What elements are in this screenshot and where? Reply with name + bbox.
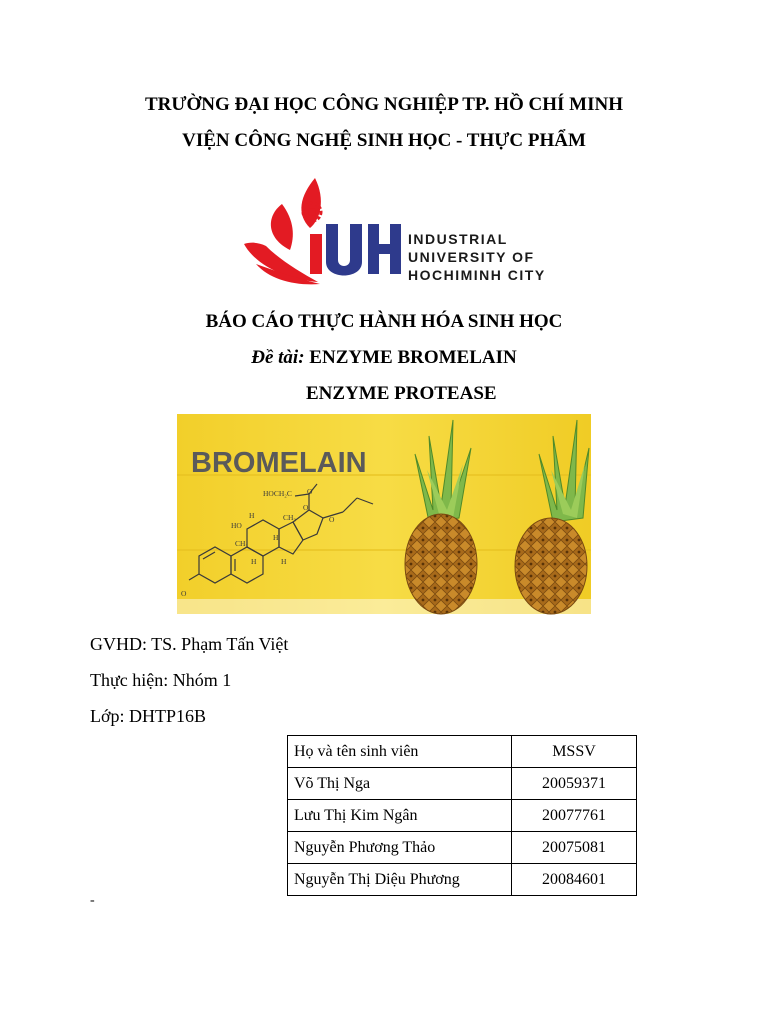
formula-ch3-left: CH₃ — [235, 539, 249, 548]
student-name: Lưu Thị Kim Ngân — [288, 800, 512, 832]
logo-text-line1: INDUSTRIAL — [408, 231, 508, 247]
banner-word: BROMELAIN — [191, 447, 367, 479]
table-row — [288, 832, 637, 864]
logo-flame-icon — [244, 178, 321, 284]
members-table — [287, 735, 637, 896]
report-title: BÁO CÁO THỰC HÀNH HÓA SINH HỌC — [205, 311, 563, 332]
advisor-line: GVHD: TS. Phạm Tấn Việt — [90, 634, 289, 654]
topic-label: Đề tài: — [251, 347, 305, 368]
student-id: 20075081 — [512, 832, 637, 864]
table-row — [288, 864, 637, 896]
topic-line-2: ENZYME PROTEASE — [306, 383, 497, 404]
header-id: MSSV — [512, 736, 637, 768]
university-logo — [240, 176, 546, 286]
topic-1: ENZYME BROMELAIN — [309, 347, 517, 368]
header-name: Họ và tên sinh viên — [288, 736, 512, 768]
bromelain-banner-image — [177, 414, 591, 614]
formula-o-ring1: O — [329, 515, 335, 524]
logo-text-line2: UNIVERSITY OF — [408, 249, 535, 265]
logo-text-line3: HOCHIMINH CITY — [408, 267, 546, 283]
table-header-row — [288, 736, 637, 768]
student-name: Nguyễn Phương Thảo — [288, 832, 512, 864]
school-name: TRƯỜNG ĐẠI HỌC CÔNG NGHIỆP TP. HỒ CHÍ MINH — [144, 94, 624, 115]
formula-o-ketone: O — [181, 589, 187, 598]
table-row — [288, 768, 637, 800]
formula-h2: H — [251, 557, 257, 566]
institute-name: VIỆN CÔNG NGHỆ SINH HỌC - THỰC PHẨM — [182, 130, 586, 151]
formula-o-top: O — [307, 487, 313, 496]
student-name: Võ Thị Nga — [288, 768, 512, 800]
formula-o-ring2: O — [303, 503, 309, 512]
student-id: 20084601 — [512, 864, 637, 896]
formula-h3: H — [281, 557, 287, 566]
student-id: 20059371 — [512, 768, 637, 800]
formula-hoch2c: HOCH₂C — [263, 489, 292, 498]
class-line: Lớp: DHTP16B — [90, 706, 207, 726]
table-row — [288, 800, 637, 832]
footer-dash: - — [90, 893, 95, 908]
formula-h4: H — [273, 533, 279, 542]
formula-h1: H — [249, 511, 255, 520]
formula-ho: HO — [231, 521, 242, 530]
student-id: 20077761 — [512, 800, 637, 832]
group-line: Thực hiện: Nhóm 1 — [90, 670, 232, 690]
student-name: Nguyễn Thị Diệu Phương — [288, 864, 512, 896]
logo-uh-mark — [310, 224, 401, 276]
topic-line-1 — [0, 347, 768, 369]
formula-ch3-top: CH₃ — [283, 513, 297, 522]
